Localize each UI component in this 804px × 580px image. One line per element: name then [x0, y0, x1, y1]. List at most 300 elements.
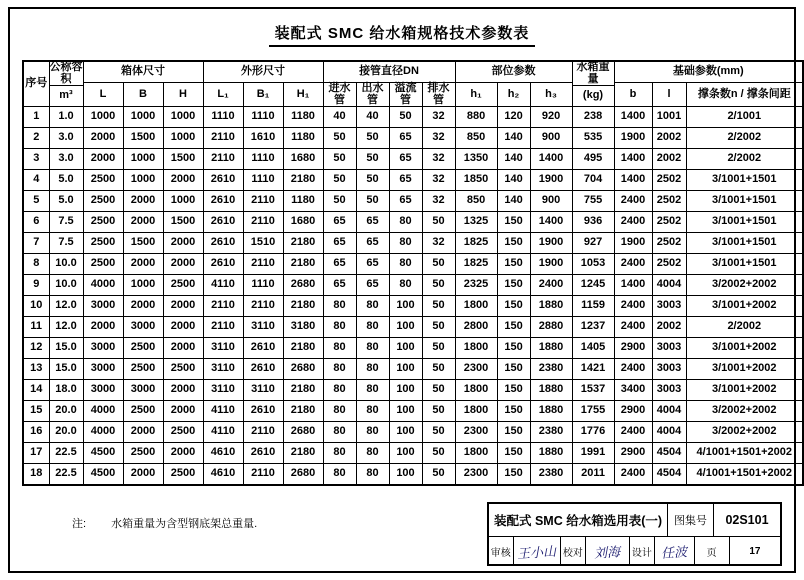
cell-overflow: 100	[389, 443, 422, 464]
cell-L1: 2610	[203, 170, 243, 191]
cell-drain: 50	[422, 254, 455, 275]
cell-drain: 32	[422, 233, 455, 254]
cell-L1: 3110	[203, 380, 243, 401]
cell-h1: 1800	[455, 380, 497, 401]
cell-out: 80	[356, 338, 389, 359]
cell-h2: 150	[497, 254, 530, 275]
review-signature-text: 王小山	[516, 543, 557, 562]
cell-l: 2002	[652, 317, 686, 338]
cell-brace: 3/1001+1501	[686, 212, 803, 233]
cell-L: 2000	[83, 317, 123, 338]
cell-h3: 2400	[530, 275, 572, 296]
cell-weight: 1159	[572, 296, 614, 317]
cell-vol: 22.5	[49, 443, 83, 464]
title-container	[0, 22, 804, 47]
table-row	[23, 212, 803, 233]
cell-B1: 2110	[243, 464, 283, 486]
th-H1: H₁	[283, 83, 323, 107]
cell-H1: 1680	[283, 149, 323, 170]
cell-h2: 140	[497, 128, 530, 149]
cell-h3: 1400	[530, 212, 572, 233]
cell-b: 2400	[614, 359, 652, 380]
cell-overflow: 50	[389, 107, 422, 128]
cell-no: 14	[23, 380, 49, 401]
table-row	[23, 254, 803, 275]
cell-overflow: 100	[389, 380, 422, 401]
th-h3: h₃	[530, 83, 572, 107]
cell-L1: 2110	[203, 128, 243, 149]
cell-brace: 3/2002+2002	[686, 275, 803, 296]
cell-L: 4000	[83, 401, 123, 422]
cell-no: 5	[23, 191, 49, 212]
table-row	[23, 464, 803, 486]
cell-no: 13	[23, 359, 49, 380]
cell-b: 2400	[614, 317, 652, 338]
cell-H1: 2680	[283, 275, 323, 296]
cell-L1: 2110	[203, 317, 243, 338]
cell-vol: 18.0	[49, 380, 83, 401]
cell-h3: 900	[530, 191, 572, 212]
cell-in: 80	[323, 464, 356, 486]
cell-in: 50	[323, 170, 356, 191]
cell-H: 1000	[163, 128, 203, 149]
cell-B1: 2110	[243, 254, 283, 275]
cell-in: 80	[323, 296, 356, 317]
cell-h2: 150	[497, 296, 530, 317]
cell-H1: 2180	[283, 254, 323, 275]
th-h1: h₁	[455, 83, 497, 107]
cell-H1: 2680	[283, 422, 323, 443]
cell-weight: 927	[572, 233, 614, 254]
cell-overflow: 100	[389, 422, 422, 443]
cell-B: 2500	[123, 359, 163, 380]
table-row	[23, 338, 803, 359]
cell-overflow: 80	[389, 275, 422, 296]
cell-h2: 150	[497, 359, 530, 380]
th-outer-size: 外形尺寸	[203, 61, 323, 83]
cell-l: 4504	[652, 464, 686, 486]
cell-h2: 150	[497, 380, 530, 401]
table-row	[23, 296, 803, 317]
cell-out: 50	[356, 191, 389, 212]
cell-out: 65	[356, 212, 389, 233]
th-L1: L₁	[203, 83, 243, 107]
cell-vol: 7.5	[49, 233, 83, 254]
design-signature-text: 任波	[660, 544, 688, 561]
cell-overflow: 65	[389, 170, 422, 191]
table-row	[23, 191, 803, 212]
cell-no: 9	[23, 275, 49, 296]
th-volume-unit: m³	[49, 86, 83, 107]
note-label: 注:	[72, 518, 87, 530]
cell-h1: 1350	[455, 149, 497, 170]
cell-h3: 1880	[530, 401, 572, 422]
cell-no: 4	[23, 170, 49, 191]
cell-H: 2000	[163, 233, 203, 254]
cell-h3: 2380	[530, 422, 572, 443]
cell-no: 10	[23, 296, 49, 317]
cell-h1: 1800	[455, 338, 497, 359]
cell-H: 1000	[163, 191, 203, 212]
cell-L: 1000	[83, 107, 123, 128]
cell-vol: 1.0	[49, 107, 83, 128]
cell-B: 1000	[123, 275, 163, 296]
document-title: 装配式 SMC 给水箱规格技术参数表	[269, 22, 536, 47]
th-position-params: 部位参数	[455, 61, 572, 83]
th-seq: 序号	[23, 61, 49, 107]
design-signature	[655, 537, 695, 566]
cell-out: 40	[356, 107, 389, 128]
th-h2: h₂	[497, 83, 530, 107]
cell-h2: 140	[497, 170, 530, 191]
cell-in: 65	[323, 254, 356, 275]
cell-h2: 150	[497, 422, 530, 443]
cell-B: 1500	[123, 128, 163, 149]
cell-B1: 2110	[243, 296, 283, 317]
cell-drain: 50	[422, 212, 455, 233]
cell-H: 2000	[163, 380, 203, 401]
cell-overflow: 65	[389, 128, 422, 149]
table-note	[72, 515, 257, 531]
check-signature	[586, 537, 630, 566]
cell-h3: 1900	[530, 233, 572, 254]
cell-H1: 1180	[283, 191, 323, 212]
cell-brace: 3/1001+2002	[686, 296, 803, 317]
cell-H: 2500	[163, 422, 203, 443]
cell-drain: 50	[422, 464, 455, 486]
cell-brace: 3/2002+2002	[686, 401, 803, 422]
cell-H1: 2180	[283, 233, 323, 254]
cell-weight: 1755	[572, 401, 614, 422]
cell-H: 1500	[163, 149, 203, 170]
header-row-group	[23, 61, 803, 83]
cell-weight: 238	[572, 107, 614, 128]
table-row	[23, 380, 803, 401]
cell-B1: 3110	[243, 380, 283, 401]
cell-drain: 50	[422, 359, 455, 380]
cell-l: 3003	[652, 338, 686, 359]
cell-brace: 3/1001+1501	[686, 170, 803, 191]
cell-b: 2900	[614, 338, 652, 359]
cell-brace: 3/1001+2002	[686, 359, 803, 380]
cell-h1: 2300	[455, 422, 497, 443]
cell-L: 2500	[83, 170, 123, 191]
cell-overflow: 80	[389, 212, 422, 233]
th-box-size: 箱体尺寸	[83, 61, 203, 83]
cell-B: 2000	[123, 464, 163, 486]
cell-drain: 50	[422, 401, 455, 422]
cell-B: 2500	[123, 338, 163, 359]
cell-l: 2502	[652, 233, 686, 254]
table-row	[23, 275, 803, 296]
cell-L1: 4110	[203, 275, 243, 296]
cell-b: 1900	[614, 233, 652, 254]
th-overflow-pipe: 溢流管	[389, 83, 422, 107]
cell-no: 18	[23, 464, 49, 486]
cell-in: 80	[323, 380, 356, 401]
cell-B1: 1610	[243, 128, 283, 149]
cell-h1: 2800	[455, 317, 497, 338]
cell-L: 2000	[83, 149, 123, 170]
cell-L1: 4110	[203, 401, 243, 422]
table-row	[23, 128, 803, 149]
cell-b: 1400	[614, 107, 652, 128]
cell-weight: 495	[572, 149, 614, 170]
cell-in: 50	[323, 191, 356, 212]
cell-l: 2502	[652, 212, 686, 233]
cell-L1: 4610	[203, 443, 243, 464]
cell-L: 3000	[83, 359, 123, 380]
cell-H: 2000	[163, 443, 203, 464]
cell-H: 2500	[163, 359, 203, 380]
cell-brace: 3/1001+2002	[686, 338, 803, 359]
cell-drain: 50	[422, 338, 455, 359]
cell-in: 80	[323, 359, 356, 380]
cell-h1: 2325	[455, 275, 497, 296]
cell-h2: 150	[497, 338, 530, 359]
header-row-sub1	[23, 83, 803, 86]
cell-in: 80	[323, 443, 356, 464]
cell-vol: 12.0	[49, 317, 83, 338]
cell-h1: 2300	[455, 464, 497, 486]
cell-L: 3000	[83, 338, 123, 359]
cell-L: 3000	[83, 380, 123, 401]
cell-no: 3	[23, 149, 49, 170]
page-number: 17	[749, 546, 761, 557]
cell-h1: 1325	[455, 212, 497, 233]
cell-out: 50	[356, 170, 389, 191]
cell-B: 2000	[123, 254, 163, 275]
cell-H: 2500	[163, 275, 203, 296]
cell-brace: 3/1001+1501	[686, 233, 803, 254]
set-number: 02S101	[725, 513, 769, 527]
check-signature-text: 刘海	[593, 544, 621, 561]
spec-table	[22, 60, 804, 486]
cell-weight: 1245	[572, 275, 614, 296]
cell-weight: 1537	[572, 380, 614, 401]
cell-h1: 1825	[455, 254, 497, 275]
cell-b: 3400	[614, 380, 652, 401]
th-B: B	[123, 83, 163, 107]
th-B1: B₁	[243, 83, 283, 107]
title-block-row-top	[489, 504, 780, 537]
cell-L: 2500	[83, 212, 123, 233]
th-out-pipe: 出水管	[356, 83, 389, 107]
cell-no: 11	[23, 317, 49, 338]
cell-h3: 1900	[530, 170, 572, 191]
cell-h1: 1850	[455, 170, 497, 191]
cell-H1: 2180	[283, 401, 323, 422]
cell-h1: 1825	[455, 233, 497, 254]
cell-h3: 1880	[530, 380, 572, 401]
cell-L1: 2610	[203, 191, 243, 212]
cell-out: 80	[356, 443, 389, 464]
cell-b: 2900	[614, 443, 652, 464]
th-brace: 撑条数n / 撑条间距	[686, 83, 803, 107]
cell-l: 3003	[652, 359, 686, 380]
cell-B1: 1110	[243, 107, 283, 128]
cell-L: 3000	[83, 296, 123, 317]
cell-L1: 4110	[203, 422, 243, 443]
cell-L: 2500	[83, 233, 123, 254]
cell-overflow: 100	[389, 338, 422, 359]
cell-B: 1000	[123, 170, 163, 191]
cell-L: 2500	[83, 254, 123, 275]
cell-B: 1000	[123, 149, 163, 170]
cell-b: 2400	[614, 254, 652, 275]
cell-in: 65	[323, 275, 356, 296]
cell-out: 80	[356, 464, 389, 486]
cell-B: 2500	[123, 401, 163, 422]
cell-overflow: 100	[389, 317, 422, 338]
cell-B1: 2110	[243, 212, 283, 233]
cell-H: 1500	[163, 212, 203, 233]
cell-h3: 2380	[530, 464, 572, 486]
cell-h3: 1880	[530, 338, 572, 359]
cell-H1: 2180	[283, 443, 323, 464]
cell-B1: 1110	[243, 149, 283, 170]
cell-B: 2000	[123, 191, 163, 212]
cell-weight: 535	[572, 128, 614, 149]
cell-H: 2000	[163, 317, 203, 338]
cell-B1: 3110	[243, 317, 283, 338]
cell-brace: 2/2002	[686, 317, 803, 338]
cell-l: 2002	[652, 149, 686, 170]
cell-overflow: 100	[389, 296, 422, 317]
cell-vol: 20.0	[49, 401, 83, 422]
cell-H: 1000	[163, 107, 203, 128]
cell-drain: 50	[422, 422, 455, 443]
cell-L1: 2610	[203, 233, 243, 254]
cell-drain: 32	[422, 128, 455, 149]
spec-table-body	[23, 107, 803, 486]
cell-h3: 2380	[530, 359, 572, 380]
cell-B1: 2110	[243, 191, 283, 212]
cell-no: 12	[23, 338, 49, 359]
table-row	[23, 422, 803, 443]
cell-H1: 1180	[283, 107, 323, 128]
cell-h3: 900	[530, 128, 572, 149]
cell-in: 80	[323, 422, 356, 443]
table-row	[23, 107, 803, 128]
cell-b: 2400	[614, 212, 652, 233]
cell-out: 80	[356, 422, 389, 443]
cell-brace: 3/2002+2002	[686, 422, 803, 443]
cell-weight: 1421	[572, 359, 614, 380]
cell-h2: 150	[497, 401, 530, 422]
th-tank-weight	[572, 61, 614, 86]
title-block	[487, 502, 782, 566]
note-text: 水箱重量为含型钢底架总重量.	[111, 518, 258, 530]
cell-overflow: 80	[389, 233, 422, 254]
th-weight-unit: (kg)	[572, 86, 614, 107]
cell-l: 4504	[652, 443, 686, 464]
cell-overflow: 80	[389, 254, 422, 275]
cell-no: 16	[23, 422, 49, 443]
cell-h3: 1400	[530, 149, 572, 170]
cell-h1: 1800	[455, 401, 497, 422]
th-b: b	[614, 83, 652, 107]
cell-in: 50	[323, 128, 356, 149]
cell-B1: 2610	[243, 359, 283, 380]
cell-drain: 50	[422, 317, 455, 338]
cell-L1: 3110	[203, 338, 243, 359]
cell-out: 50	[356, 149, 389, 170]
cell-vol: 22.5	[49, 464, 83, 486]
cell-l: 3003	[652, 380, 686, 401]
cell-vol: 5.0	[49, 170, 83, 191]
cell-b: 1900	[614, 128, 652, 149]
cell-h1: 850	[455, 128, 497, 149]
cell-h1: 880	[455, 107, 497, 128]
cell-out: 50	[356, 128, 389, 149]
cell-L1: 3110	[203, 359, 243, 380]
cell-h3: 1880	[530, 296, 572, 317]
cell-weight: 1237	[572, 317, 614, 338]
cell-L1: 2110	[203, 149, 243, 170]
cell-out: 80	[356, 401, 389, 422]
cell-B1: 1510	[243, 233, 283, 254]
cell-l: 2002	[652, 128, 686, 149]
cell-b: 1400	[614, 149, 652, 170]
th-H: H	[163, 83, 203, 107]
cell-vol: 7.5	[49, 212, 83, 233]
cell-L: 4000	[83, 275, 123, 296]
cell-h1: 850	[455, 191, 497, 212]
cell-out: 80	[356, 359, 389, 380]
cell-in: 80	[323, 338, 356, 359]
cell-b: 1400	[614, 170, 652, 191]
cell-L1: 4610	[203, 464, 243, 486]
cell-B1: 1110	[243, 170, 283, 191]
cell-L: 4500	[83, 464, 123, 486]
cell-l: 2502	[652, 191, 686, 212]
cell-L: 2500	[83, 191, 123, 212]
cell-B: 2500	[123, 443, 163, 464]
cell-vol: 12.0	[49, 296, 83, 317]
cell-H1: 2180	[283, 338, 323, 359]
cell-vol: 3.0	[49, 128, 83, 149]
cell-H: 2000	[163, 338, 203, 359]
cell-L1: 2110	[203, 296, 243, 317]
cell-B: 1000	[123, 107, 163, 128]
review-label: 审核	[489, 537, 514, 566]
cell-weight: 936	[572, 212, 614, 233]
cell-drain: 32	[422, 191, 455, 212]
cell-H1: 2680	[283, 464, 323, 486]
cell-drain: 32	[422, 149, 455, 170]
cell-h2: 150	[497, 464, 530, 486]
cell-h2: 150	[497, 275, 530, 296]
cell-no: 1	[23, 107, 49, 128]
cell-L1: 2610	[203, 254, 243, 275]
th-l: l	[652, 83, 686, 107]
cell-H: 2000	[163, 254, 203, 275]
cell-H1: 1180	[283, 128, 323, 149]
cell-no: 17	[23, 443, 49, 464]
cell-B1: 2610	[243, 443, 283, 464]
table-row	[23, 149, 803, 170]
cell-b: 2400	[614, 464, 652, 486]
cell-brace: 2/2002	[686, 149, 803, 170]
set-label: 图集号	[668, 504, 714, 536]
cell-brace: 3/1001+2002	[686, 380, 803, 401]
design-label: 设计	[630, 537, 655, 566]
cell-overflow: 100	[389, 359, 422, 380]
cell-l: 4004	[652, 275, 686, 296]
cell-h2: 150	[497, 233, 530, 254]
cell-H: 2500	[163, 464, 203, 486]
